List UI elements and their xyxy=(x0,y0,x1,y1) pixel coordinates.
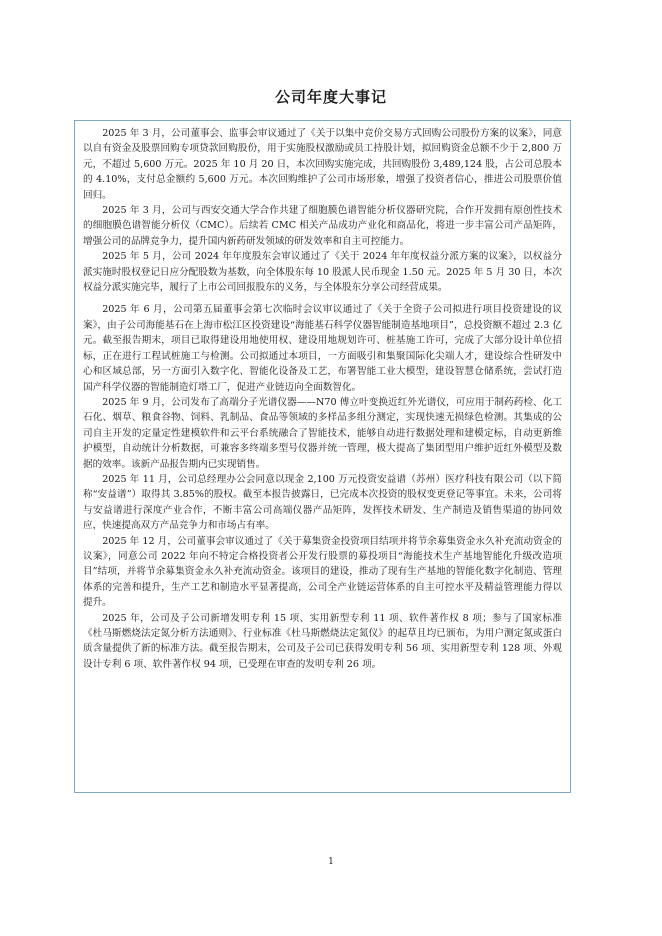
event-paragraph-patents-standards: 2025 年，公司及子公司新增发明专利 15 项、实用新型专利 11 项、软件著作权 8 项；参与了国家标准《杜马斯燃烧法定氮分析方法通则》、行业标准《杜马斯燃烧法定氮仪》的起草且均已颁布，为用户测定氮或蛋白质含量提供了新的标准方法。截至报告期末，公司及子公司已获得发明专利 56 项、实用新型专利 128 项、外观设计专利 6 项、软件著作权 94 项，已受理在审查的发明专利 26 项。 xyxy=(83,612,562,670)
event-paragraph-shanghai-base-project: 2025 年 6 月，公司第五届董事会第七次临时会议审议通过了《关于全资子公司拟进行项目投资建设的议案》，由子公司海能基石在上海市松江区投资建设“海能基石科学仪器智能制造基地项目”，总投资额不超过 2.3 亿元。截至报告期末，项目已取得建设用地使用权、建设用地规划许可、桩基施工许可，完成了大部分设计单位招标，正在进行工程试桩施工与检测。公司拟通过本项目，一方面吸引和集聚国际化尖端人才，建设综合性研发中心和区域总部，另一方面引入数字化、智能化设备及工艺，布署智能工业大模型，建设智慧仓储系统，尝试打造国产科学仪器的智能制造灯塔工厂，促进产业链迈向全面数智化。 xyxy=(83,304,562,393)
page-number: 1 xyxy=(328,857,334,867)
event-paragraph-dividend-distribution: 2025 年 5 月，公司 2024 年年度股东会审议通过了《关于 2024 年年度权益分派方案的议案》，以权益分派实施时股权登记日应分配股数为基数，向全体股东每 10 股派人民币现金 1.50 元。2025 年 5 月 30 日，本次权益分派实施完毕，履行了上市公司回报股东的义务，与全体股东分享公司经营成果。 xyxy=(83,251,562,294)
event-paragraph-fundraising-project: 2025 年 12 月，公司董事会审议通过了《关于募集资金投资项目结项并将节余募集资金永久补充流动资金的议案》，同意公司 2022 年向不特定合格投资者公开发行股票的募投项目“海能技术生产基地智能化升级改造项目”结项，并将节余募集资金永久补充流动资金。该项目的建设，推动了现有生产基地的智能化数字化制造、管理体系的完善和提升，生产工艺和制造水平显著提高，公司全产业链运营体系的自主可控水平及精益管理能力得以提升。 xyxy=(83,535,562,609)
events-text-box xyxy=(74,120,571,793)
event-paragraph-anyipu-investment: 2025 年 11 月，公司总经理办公会同意以现金 2,100 万元投资安益谱（苏州）医疗科技有限公司（以下简称“安益谱”）取得其 3.85%的股权。截至本报告披露日，已完成本次投资的股权变更登记等事宜。未来，公司将与安益谱进行深度产业合作，不断丰富公司高端仪器产品矩阵，发挥技术研发、生产制造及销售渠道的协同效应，快速提高双方产品竞争力和市场占有率。 xyxy=(83,473,562,532)
event-paragraph-cmc-research-institute: 2025 年 3 月，公司与西安交通大学合作共建了细胞膜色谱智能分析仪器研究院，合作开发拥有原创性技术的细胞膜色谱智能分析仪（CMC）。后续若 CMC 相关产品成功产业化和商品化，将进一步丰富公司产品矩阵，增强公司的品牌竞争力，提升国内新药研发领域的研发效率和自主可控能力。 xyxy=(83,205,562,247)
event-paragraph-n70-spectrometer: 2025 年 9 月，公司发布了高端分子光谱仪器——N70 傅立叶变换近红外光谱仪，可应用于制药药检、化工石化、烟草、粮食谷物、饲料、乳制品、食品等领域的多样品多组分测定，实现快速无损绿色检测。其集成的公司自主开发的定量定性建模软件和云平台系统融合了智能技术，能够自动进行数据处理和建模定标，自动更新维护模型，自动统计分析数据，可兼容多终端多型号仪器并统一管理，极大提高了集团型用户维护近红外模型及数据的效率。该新产品报告期内已实现销售。 xyxy=(83,396,562,470)
event-paragraph-share-buyback: 2025 年 3 月，公司董事会、监事会审议通过了《关于以集中竞价交易方式回购公司股份方案的议案》，同意以自有资金及股票回购专项贷款回购股份，用于实施股权激励或员工持股计划，拟回购资金总额不少于 2,800 万元，不超过 5,600 万元。2025 年 10 月 20 日，本次回购实施完成，共回购股份 3,489,124 股，占公司总股本的 4.10%，支付总金额约 5,600 万元。本次回购维护了公司市场形象，增强了投资者信心，推进公司股票价值回归。 xyxy=(83,128,562,201)
page-title: 公司年度大事记 xyxy=(274,88,387,106)
